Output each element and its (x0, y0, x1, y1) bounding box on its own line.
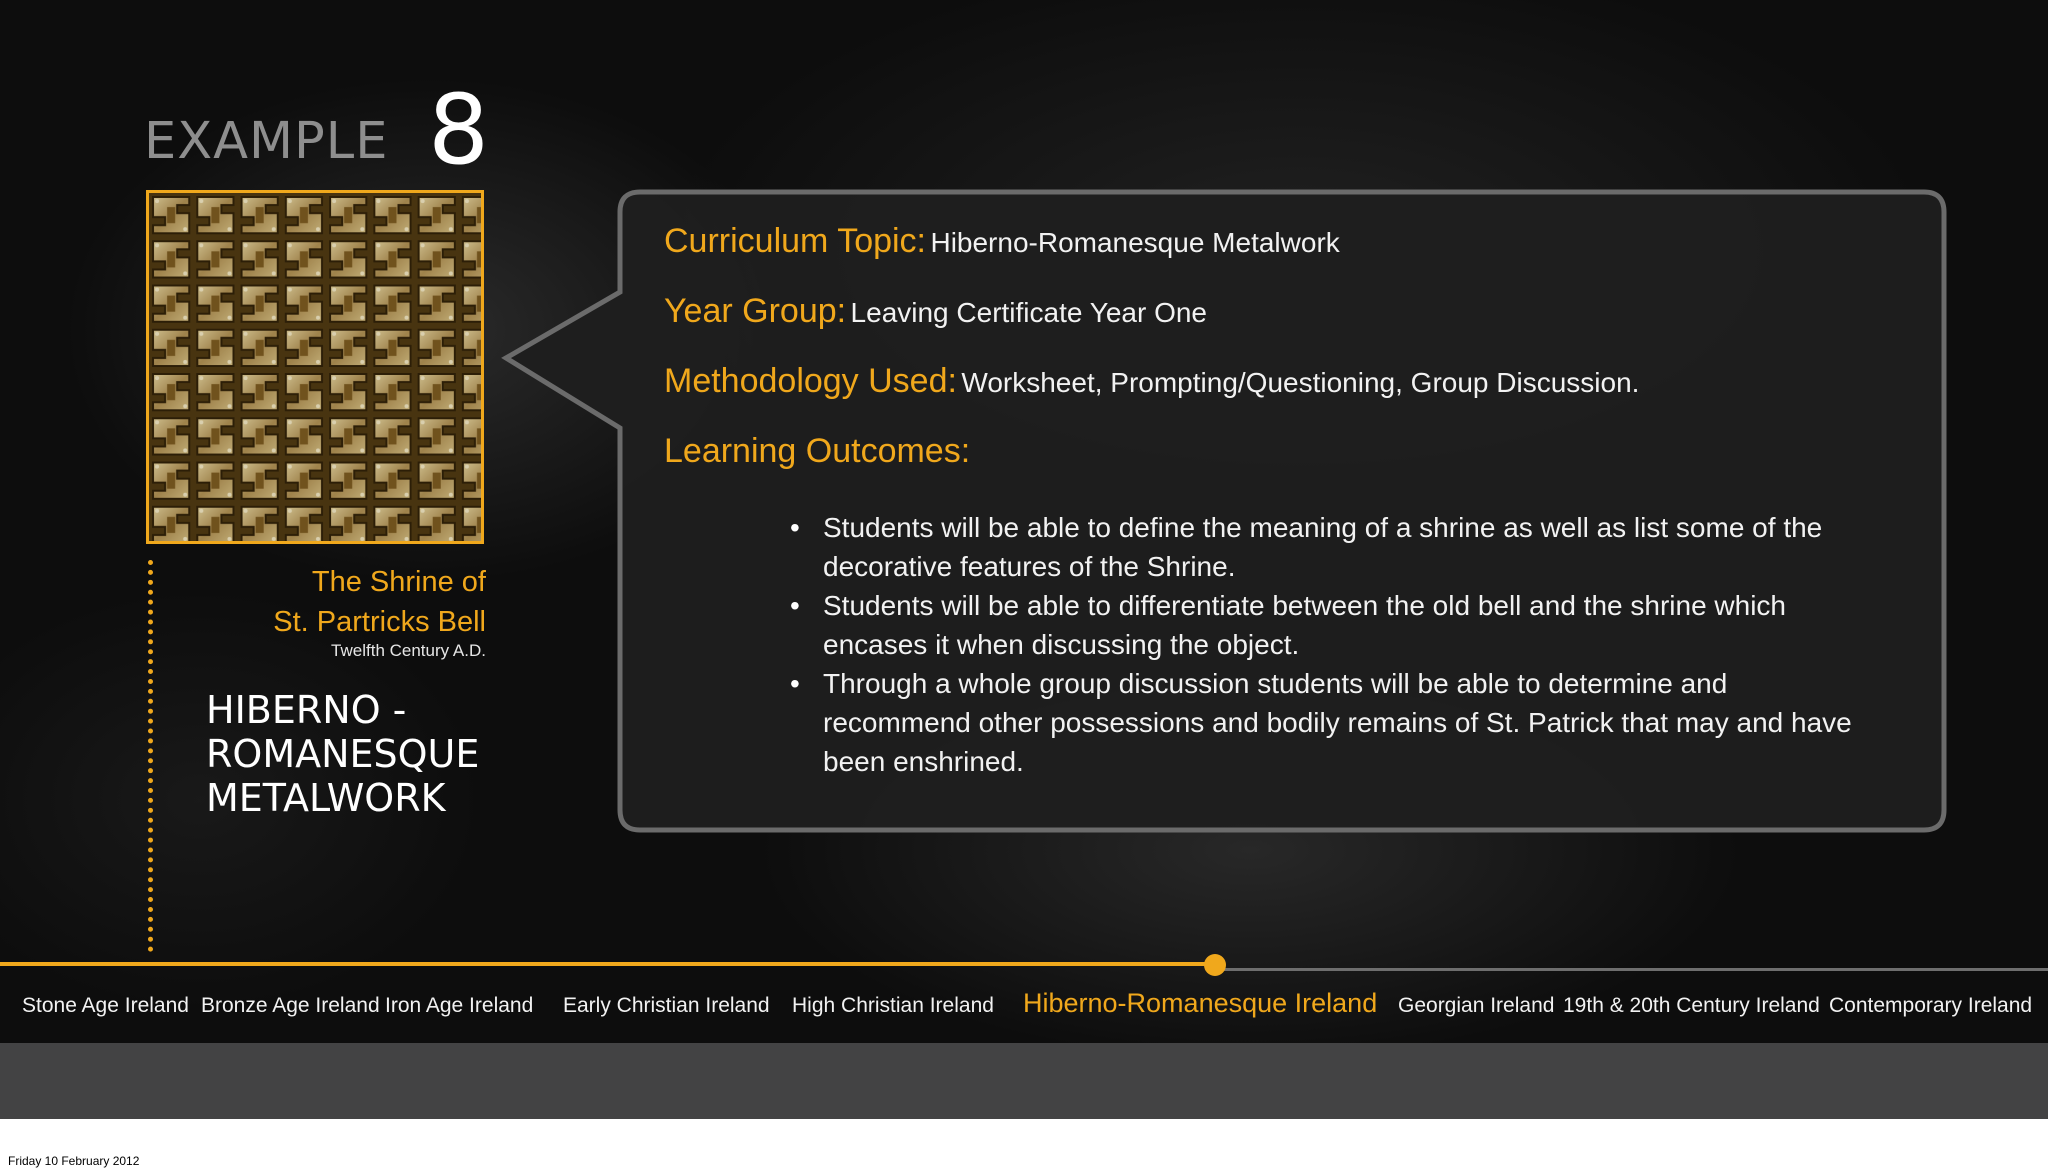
curriculum-topic-label: Curriculum Topic: (664, 222, 927, 260)
outcome-text: Through a whole group discussion students will be able to determine and recommend other possessions and bodily remains of St. Patrick that may and have been enshrined. (823, 668, 1852, 777)
year-group-label: Year Group: (664, 292, 847, 330)
era-title-line2: ROMANESQUE (206, 732, 480, 776)
list-item (790, 508, 1870, 586)
artifact-date: Twelfth Century A.D. (331, 641, 486, 660)
era-title-line3: METALWORK (206, 776, 446, 820)
outcome-text: Students will be able to differentiate between the old bell and the shrine which encases it when discussing the object. (823, 590, 1787, 660)
timeline-item-stone-age[interactable]: Stone Age Ireland (22, 994, 189, 1017)
year-group (664, 292, 1207, 331)
timeline-item-contemporary[interactable]: Contemporary Ireland (1829, 994, 2033, 1017)
methodology-label: Methodology Used: (664, 362, 957, 400)
learning-outcomes-list (790, 508, 1870, 781)
methodology-value: Worksheet, Prompting/Questioning, Group Discussion. (961, 367, 1640, 398)
timeline-marker[interactable] (1204, 954, 1226, 976)
footer-date: Friday 10 February 2012 (8, 1154, 140, 1168)
timeline-item-high-christian[interactable]: High Christian Ireland (792, 994, 994, 1017)
learning-outcomes-label: Learning Outcomes: (664, 432, 971, 470)
timeline-item-19th-20th-century[interactable]: 19th & 20th Century Ireland (1563, 994, 1820, 1017)
example-label: EXAMPLE (144, 112, 389, 171)
bullet-icon: • (790, 512, 800, 543)
timeline-item-hiberno-romanesque[interactable]: Hiberno-Romanesque Ireland (1023, 988, 1378, 1018)
curriculum-topic-value: Hiberno-Romanesque Metalwork (930, 227, 1340, 258)
timeline-item-bronze-age[interactable]: Bronze Age Ireland (201, 994, 380, 1017)
bullet-icon: • (790, 590, 800, 621)
artifact-title-line2: St. Partricks Bell (273, 606, 486, 638)
bottom-band (0, 1043, 2048, 1119)
timeline-track (1216, 968, 2048, 971)
timeline-item-iron-age[interactable]: Iron Age Ireland (385, 994, 534, 1017)
year-group-value: Leaving Certificate Year One (850, 297, 1207, 328)
outcome-text: Students will be able to define the meaning of a shrine as well as list some of the decorative features of the Shrine. (823, 512, 1823, 582)
era-title-line1: HIBERNO - (206, 688, 407, 732)
list-item (790, 586, 1870, 664)
learning-outcomes-heading (664, 432, 970, 471)
list-item (790, 664, 1870, 781)
timeline-progress (0, 962, 1216, 966)
curriculum-topic (664, 222, 1340, 261)
timeline-item-early-christian[interactable]: Early Christian Ireland (563, 994, 770, 1017)
timeline-item-georgian[interactable]: Georgian Ireland (1398, 994, 1555, 1017)
methodology (664, 362, 1639, 401)
example-number: 8 (428, 74, 490, 186)
bullet-icon: • (790, 668, 800, 699)
artifact-title-line1: The Shrine of (311, 566, 486, 598)
